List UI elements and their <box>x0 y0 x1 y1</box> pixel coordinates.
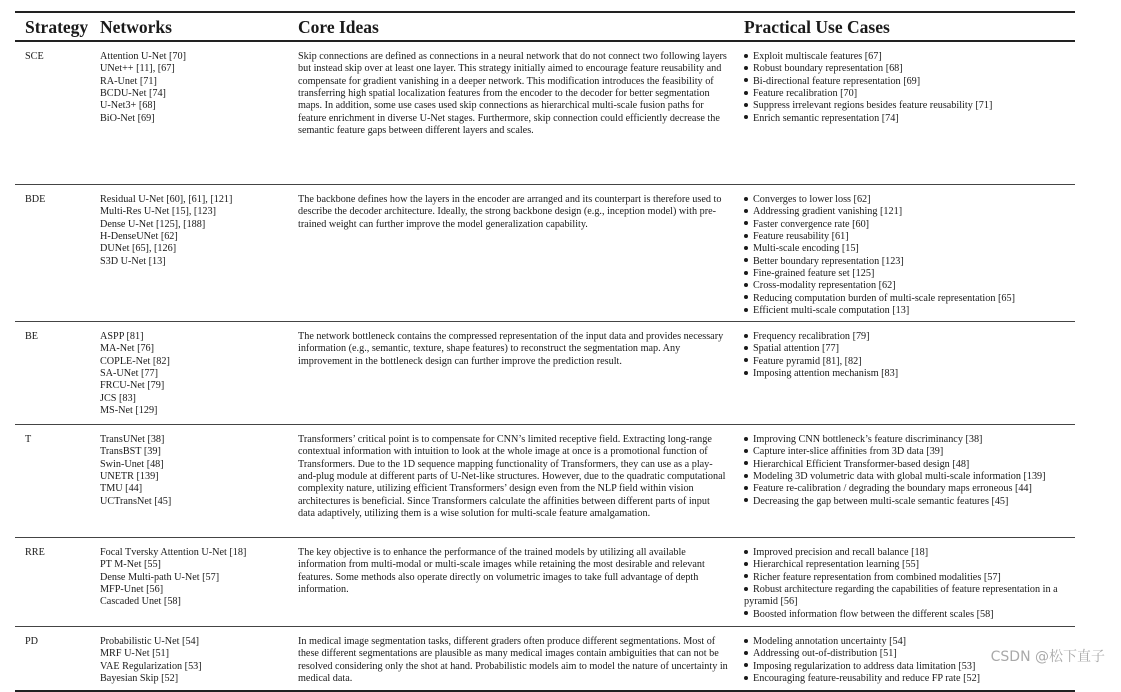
watermark: CSDN @松下直子 <box>990 649 1105 665</box>
bullet-icon <box>744 574 748 578</box>
use-case-text: Robust boundary representation [68] <box>753 63 903 75</box>
network-item: U-Net3+ [68] <box>100 100 156 112</box>
core-idea-cell: The network bottleneck contains the compressed representation of the input data and provides necessary information (e.g., semantic, texture, shape features) to reconstruct the segmentation map. Any improvement in the bottleneck design can further improve the prediction result. <box>298 331 724 367</box>
use-case-text: Modeling 3D volumetric data with global multi-scale information [139] <box>753 471 1046 483</box>
header-core-ideas: Core Ideas <box>298 16 379 37</box>
use-case-item <box>744 280 1075 292</box>
use-cases-cell <box>741 331 1075 424</box>
use-case-text: Richer feature representation from combined modalities [57] <box>753 571 1001 583</box>
network-item: Residual U-Net [60], [61], [121] <box>100 194 233 205</box>
bullet-icon <box>744 587 748 591</box>
use-case-text: Better boundary representation [123] <box>753 255 904 267</box>
network-item: FRCU-Net [79] <box>100 380 165 392</box>
network-item: Swin-Unet [48] <box>100 458 164 470</box>
network-item: Dense U-Net [125], [188] <box>100 218 206 230</box>
use-case-item <box>744 88 1075 100</box>
use-case-text: Hierarchical Efficient Transformer-based design [48] <box>753 458 970 470</box>
use-case-text: Boosted information flow between the different scales [58] <box>753 608 994 620</box>
use-case-item <box>744 673 1075 685</box>
use-cases-cell <box>741 194 1075 321</box>
use-case-text: Modeling annotation uncertainty [54] <box>753 636 907 647</box>
use-case-item <box>744 231 1075 243</box>
strategy-cell: BE <box>25 331 39 342</box>
bullet-icon <box>744 371 748 375</box>
bullet-icon <box>744 346 748 350</box>
use-case-text: Feature recalibration [70] <box>753 88 858 100</box>
use-case-text: Addressing gradient vanishing [121] <box>753 206 903 218</box>
bullet-icon <box>744 308 748 312</box>
header-strategy: Strategy <box>25 16 89 37</box>
network-item: Focal Tversky Attention U-Net [18] <box>100 547 247 558</box>
use-case-item <box>744 434 1075 446</box>
use-case-list <box>744 547 1075 621</box>
strategy-cell: RRE <box>25 547 45 558</box>
table-header <box>15 13 1075 42</box>
bullet-icon <box>744 221 748 225</box>
use-case-item <box>744 206 1075 218</box>
bullet-icon <box>744 651 748 655</box>
networks-cell <box>100 547 298 626</box>
networks-cell <box>100 331 298 424</box>
network-item: Bayesian Skip [52] <box>100 673 179 685</box>
network-item: MFP-Unet [56] <box>100 584 164 596</box>
use-case-item <box>744 446 1075 458</box>
bullet-icon <box>744 334 748 338</box>
use-case-item <box>744 100 1075 112</box>
bullet-icon <box>744 258 748 262</box>
network-item: TransUNet [38] <box>100 434 165 445</box>
use-case-text: Faster convergence rate [60] <box>753 218 870 230</box>
bullet-icon <box>744 271 748 275</box>
bullet-icon <box>744 246 748 250</box>
use-case-text: Frequency recalibration [79] <box>753 331 870 342</box>
use-case-item <box>744 219 1075 231</box>
network-item: MA-Net [76] <box>100 343 155 355</box>
use-case-text: Converges to lower loss [62] <box>753 194 871 205</box>
use-case-item <box>744 305 1075 317</box>
use-case-text: Imposing regularization to address data limitation [53] <box>753 660 976 672</box>
network-item: Multi-Res U-Net [15], [123] <box>100 206 217 218</box>
use-case-text: Reducing computation burden of multi-scale representation [65] <box>753 292 1015 304</box>
strategy-cell: BDE <box>25 194 46 205</box>
bullet-icon <box>744 115 748 119</box>
use-case-text: Imposing attention mechanism [83] <box>753 368 899 380</box>
use-case-text: Feature reusability [61] <box>753 231 849 243</box>
use-case-item <box>744 356 1075 368</box>
use-case-item <box>744 547 1075 559</box>
networks-cell <box>100 194 298 321</box>
use-case-item <box>744 63 1075 75</box>
network-item: PT M-Net [55] <box>100 559 161 571</box>
use-case-item <box>744 293 1075 305</box>
use-case-item <box>744 471 1075 483</box>
core-idea-cell: The backbone defines how the layers in the encoder are arranged and its counterpart is therefore used to describe the decoder architecture. Ideally, the strong backbone design (e.g., inception model) with pre-trained weight can further improve the model generalization capability. <box>298 194 722 230</box>
network-item: Dense Multi-path U-Net [57] <box>100 571 220 583</box>
use-case-text: Fine-grained feature set [125] <box>753 268 875 280</box>
network-item: RA-Unet [71] <box>100 75 157 87</box>
use-case-item <box>744 268 1075 280</box>
networks-cell <box>100 434 298 537</box>
core-idea-cell: The key objective is to enhance the performance of the trained models by utilizing all available information from multi-modal or multi-scale images while retaining the most desirable and relevant features. Some methods also operate directly on volumetric images to take full advantage of depth information. <box>298 547 705 596</box>
network-item: UNETR [139] <box>100 471 159 483</box>
network-item: SA-UNet [77] <box>100 368 159 380</box>
bullet-icon <box>744 486 748 490</box>
network-item: BiO-Net [69] <box>100 112 155 124</box>
network-item: S3D U-Net [13] <box>100 255 166 267</box>
network-item: H-DenseUNet [62] <box>100 231 178 243</box>
use-case-text: Improving CNN bottleneck’s feature discriminancy [38] <box>753 434 983 445</box>
bullet-icon <box>744 639 748 643</box>
use-case-text: Spatial attention [77] <box>753 343 840 355</box>
bullet-icon <box>744 197 748 201</box>
header-networks: Networks <box>100 16 172 37</box>
network-item: UCTransNet [45] <box>100 495 172 507</box>
use-case-item <box>744 51 1075 63</box>
network-item: MS-Net [129] <box>100 405 158 417</box>
network-item: TMU [44] <box>100 483 143 495</box>
table-row <box>15 538 1075 627</box>
bullet-icon <box>744 550 748 554</box>
strategy-cell: PD <box>25 636 39 647</box>
table-row <box>15 425 1075 538</box>
use-case-item <box>744 368 1075 380</box>
network-item: JCS [83] <box>100 392 136 404</box>
use-case-item <box>744 572 1075 584</box>
network-item: Attention U-Net [70] <box>100 51 187 62</box>
use-case-item <box>744 76 1075 88</box>
use-case-list <box>744 434 1075 508</box>
network-item: TransBST [39] <box>100 446 161 458</box>
network-item: MRF U-Net [51] <box>100 648 170 660</box>
bullet-icon <box>744 663 748 667</box>
network-item: Probabilistic U-Net [54] <box>100 636 200 647</box>
network-item: ASPP [81] <box>100 331 144 342</box>
use-case-text: Multi-scale encoding [15] <box>753 243 859 255</box>
use-case-text: Encouraging feature-reusability and reduce FP rate [52] <box>753 673 981 685</box>
bullet-icon <box>744 437 748 441</box>
use-cases-cell <box>741 434 1075 537</box>
table-body <box>15 42 1075 692</box>
use-case-list <box>744 194 1075 317</box>
use-case-text: Robust architecture regarding the capabilities of feature representation in a pyramid [56] <box>744 584 1058 608</box>
use-case-text: Feature re-calibration / degrading the boundary maps erroneous [44] <box>753 483 1032 495</box>
bullet-icon <box>744 676 748 680</box>
table-row <box>15 627 1075 692</box>
use-case-item <box>744 256 1075 268</box>
bullet-icon <box>744 209 748 213</box>
bullet-icon <box>744 103 748 107</box>
use-case-item <box>744 496 1075 508</box>
use-case-text: Suppress irrelevant regions besides feature reusability [71] <box>753 100 993 112</box>
network-item: UNet++ [11], [67] <box>100 63 175 75</box>
network-item: BCDU-Net [74] <box>100 88 166 100</box>
use-case-item <box>744 609 1075 621</box>
use-case-text: Feature pyramid [81], [82] <box>753 355 862 367</box>
strategy-cell: T <box>25 434 32 445</box>
use-case-text: Enrich semantic representation [74] <box>753 112 899 124</box>
table-row <box>15 42 1075 185</box>
table-row <box>15 322 1075 425</box>
use-case-list <box>744 51 1075 125</box>
use-case-list <box>744 331 1075 380</box>
use-case-text: Exploit multiscale features [67] <box>753 51 882 62</box>
networks-cell <box>100 51 298 184</box>
bullet-icon <box>744 449 748 453</box>
use-cases-cell <box>741 51 1075 184</box>
bullet-icon <box>744 54 748 58</box>
use-case-text: Bi-directional feature representation [69] <box>753 75 921 87</box>
header-use-cases: Practical Use Cases <box>744 16 890 37</box>
use-case-item <box>744 243 1075 255</box>
bullet-icon <box>744 461 748 465</box>
network-item: COPLE-Net [82] <box>100 355 170 367</box>
use-case-text: Hierarchical representation learning [55] <box>753 559 920 571</box>
use-case-text: Capture inter-slice affinities from 3D data [39] <box>753 446 944 458</box>
table-row <box>15 185 1075 322</box>
use-case-text: Cross-modality representation [62] <box>753 280 896 292</box>
networks-cell <box>100 636 298 690</box>
core-idea-cell: Skip connections are defined as connections in a neural network that do not connect two following layers but instead skip over at least one layer. This strategy initially aimed to encourage feature reusability and compensate for gradient vanishing in a deeper network. This modification introduces the feasibility of transferring high spatial localization features from the encoder to the decoder for better segmentation maps. In addition, some use cases used skip connections as hierarchical multi-scale fusion paths for feature enrichment in diverse U-Net stages. Furthermore, skip connection could efficiently decrease the semantic feature gaps between different layers and scales. <box>298 51 727 137</box>
use-case-item <box>744 459 1075 471</box>
strategy-cell: SCE <box>25 51 44 62</box>
use-case-item <box>744 194 1075 206</box>
use-case-item <box>744 113 1075 125</box>
use-case-item <box>744 559 1075 571</box>
bullet-icon <box>744 562 748 566</box>
bullet-icon <box>744 358 748 362</box>
bullet-icon <box>744 474 748 478</box>
use-case-text: Addressing out-of-distribution [51] <box>753 648 897 660</box>
core-idea-cell: In medical image segmentation tasks, different graders often produce different segmentations. Most of these different segmentations are plausible as many medical images contain ambiguities that can not be resolved considering only the shot at hand. Probabilistic models aim to model the nature of uncertainty in medical data. <box>298 636 728 685</box>
bullet-icon <box>744 78 748 82</box>
use-case-item <box>744 331 1075 343</box>
bullet-icon <box>744 295 748 299</box>
bullet-icon <box>744 283 748 287</box>
use-case-text: Efficient multi-scale computation [13] <box>753 305 910 317</box>
network-item: VAE Regularization [53] <box>100 660 202 672</box>
bullet-icon <box>744 498 748 502</box>
core-idea-cell: Transformers’ critical point is to compensate for CNN’s limited receptive field. Extracting long-range contextual information with intuition to look at the whole image at once is a promotional function of Transformers. Due to the 1D sequence mapping functionality of Transformers, they can use as a play-and-plug module at different parts of U-Net-like structures. However, due to the quadratic computational complexity nature, utilizing efficient Transformers’ design even from the NLP field within vision architectures is beneficial. Since Transformers calculate the affinities between different parts of input data adaptively, utilizing them is a wise solution for multi-scale feature amalgamation. <box>298 434 726 520</box>
network-item: DUNet [65], [126] <box>100 243 177 255</box>
use-case-item <box>744 343 1075 355</box>
use-case-text: Decreasing the gap between multi-scale semantic features [45] <box>753 495 1009 507</box>
network-item: Cascaded Unet [58] <box>100 596 181 608</box>
bullet-icon <box>744 234 748 238</box>
strategy-table <box>15 11 1075 692</box>
use-case-item <box>744 584 1075 609</box>
use-cases-cell <box>741 547 1075 626</box>
bullet-icon <box>744 66 748 70</box>
bullet-icon <box>744 91 748 95</box>
use-case-item <box>744 483 1075 495</box>
use-case-text: Improved precision and recall balance [18] <box>753 547 929 558</box>
bullet-icon <box>744 611 748 615</box>
